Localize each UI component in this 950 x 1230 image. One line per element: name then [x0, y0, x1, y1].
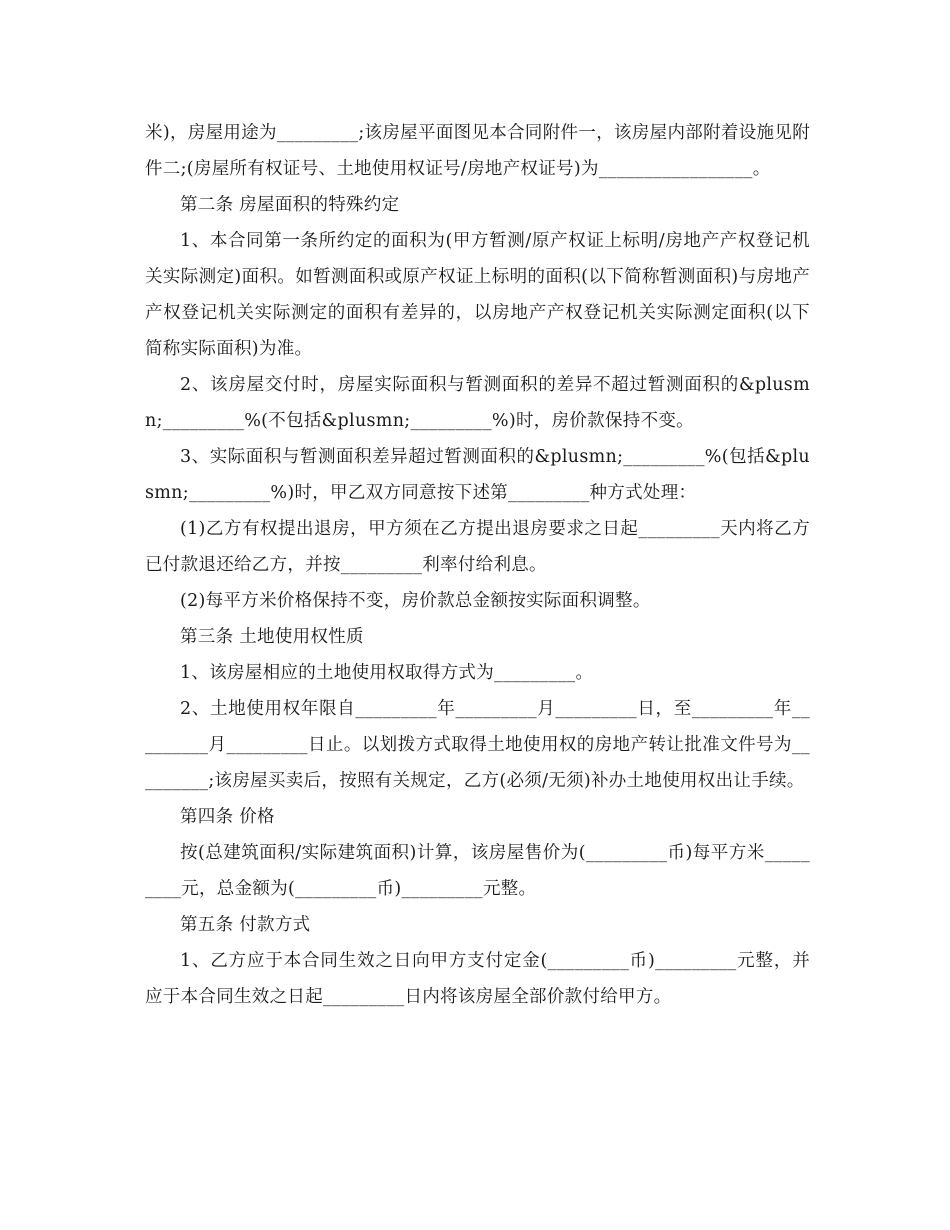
paragraph-4-price: 按(总建筑面积/实际建筑面积)计算，该房屋售价为(_________币)每平方米_________元，总金额为(_________币)_________元整。	[145, 843, 810, 899]
paragraph-2-2: 2、该房屋交付时，房屋实际面积与暂测面积的差异不超过暂测面积的&plusmn;_________%(不包括&plusmn;_________%)时，房价款保持不变。	[145, 375, 810, 431]
paragraph-5-1: 1、乙方应于本合同生效之日向甲方支付定金(_________币)_________元整，并应于本合同生效之日起_________日内将该房屋全部价款付给甲方。	[145, 951, 810, 1007]
heading-article-2: 第二条 房屋面积的特殊约定	[180, 195, 400, 215]
heading-article-4: 第四条 价格	[180, 807, 275, 827]
heading-article-5: 第五条 付款方式	[180, 915, 311, 935]
paragraph-2-3: 3、实际面积与暂测面积差异超过暂测面积的&plusmn;_________%(包括&plusmn;_________%)时，甲乙双方同意按下述第_________种方式处理：	[145, 447, 810, 503]
paragraph-2-3-option-2: (2)每平方米价格保持不变，房价款总金额按实际面积调整。	[180, 591, 651, 611]
paragraph-3-2: 2、土地使用权年限自_________年_________月_________日，至_________年_________月_________日止。以划拨方式取得土地使用权的房地产转让批准文件号为_________;该房屋买卖后，按照有关规定，乙方(必须/无须)补办土地使用权出让手续。	[145, 699, 810, 791]
paragraph-2-3-option-1: (1)乙方有权提出退房，甲方须在乙方提出退房要求之日起_________天内将乙方已付款退还给乙方，并按_________利率付给利息。	[145, 519, 810, 575]
paragraph-3-1: 1、该房屋相应的土地使用权取得方式为_________。	[180, 663, 594, 683]
paragraph-2-1: 1、本合同第一条所约定的面积为(甲方暂测/原产权证上标明/房地产产权登记机关实际测定)面积。如暂测面积或原产权证上标明的面积(以下简称暂测面积)与房地产产权登记机关实际测定的面积有差异的，以房地产产权登记机关实际测定面积(以下简称实际面积)为准。	[145, 231, 810, 359]
contract-body	[145, 115, 810, 1015]
paragraph-house-usage: 米)，房屋用途为_________;该房屋平面图见本合同附件一，该房屋内部附着设施见附件二;(房屋所有权证号、土地使用权证号/房地产权证号)为_________________。	[145, 123, 810, 179]
heading-article-3: 第三条 土地使用权性质	[180, 627, 364, 647]
